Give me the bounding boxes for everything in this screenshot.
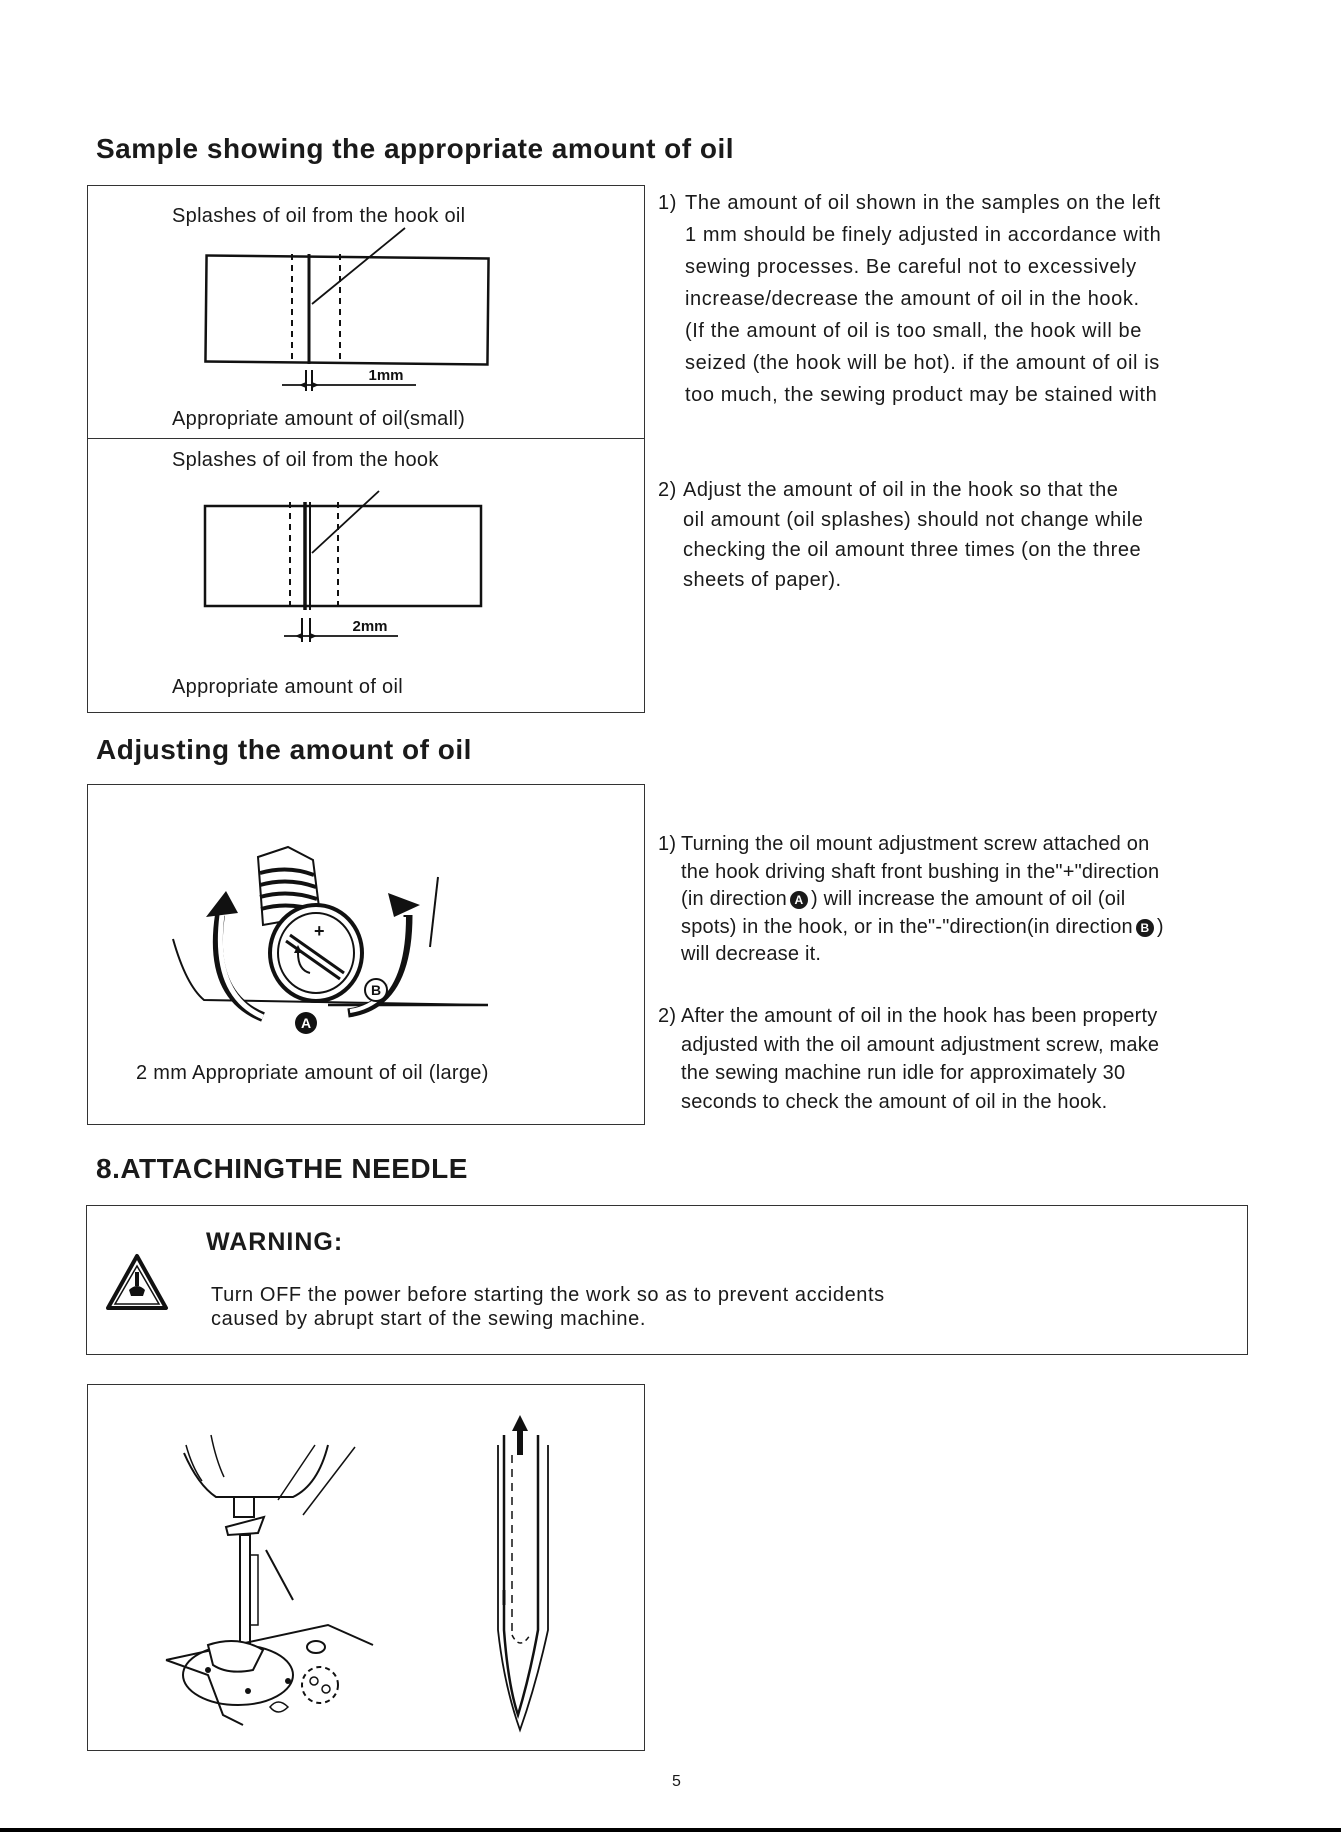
oil-splash-paper-small-diagram (88, 186, 646, 438)
small-sample-dimension: 1mm (368, 367, 404, 384)
oil-sample-note-2 (658, 475, 1143, 595)
large-sample-bottom-caption: Appropriate amount of oil (172, 676, 403, 698)
oil-sample-figure-box (87, 185, 645, 713)
oil-sample-note-1 (658, 187, 1161, 411)
note-1-line: (If the amount of oil is too small, the hook will be (685, 320, 1142, 342)
note-2-line: sheets of paper). (683, 569, 842, 591)
direction-a-marker: A (790, 891, 808, 909)
step-2-line: seconds to check the amount of oil in the hook. (681, 1090, 1108, 1113)
step-2-line: adjusted with the oil amount adjustment screw, make (681, 1033, 1160, 1056)
note-1-line: increase/decrease the amount of oil in the hook. (685, 288, 1140, 310)
oil-splash-paper-large-diagram (88, 438, 646, 714)
page-number: 5 (672, 1773, 682, 1790)
svg-text:+: + (314, 921, 325, 941)
oil-adjust-step-2 (658, 1002, 1159, 1116)
note-1-line: seized (the hook will be hot). if the amount of oil is (685, 352, 1160, 374)
marker-a: A (300, 1015, 312, 1031)
warning-triangle-icon (105, 1252, 169, 1312)
step-1-line (681, 914, 1164, 942)
warning-line-1: Turn OFF the power before starting the work so as to prevent accidents (211, 1284, 885, 1306)
oil-adjust-step-1 (658, 831, 1164, 969)
step-1-line: the hook driving shaft front bushing in the"+"direction (681, 860, 1160, 883)
oil-adjust-figure-caption: 2 mm Appropriate amount of oil (large) (136, 1062, 489, 1084)
warning-title: WARNING: (206, 1228, 344, 1256)
step-1-line-3-pre: (in direction (681, 888, 787, 910)
step-1-line (681, 886, 1164, 914)
page-bottom-rule (0, 1828, 1341, 1832)
small-sample-bottom-caption: Appropriate amount of oil(small) (172, 408, 466, 430)
needle-figure-box (87, 1384, 645, 1751)
warning-box (86, 1205, 1248, 1355)
step-2-line: After the amount of oil in the hook has been property (681, 1005, 1158, 1027)
note-2-line: checking the oil amount three times (on the three (683, 539, 1142, 561)
section-heading-oil-sample: Sample showing the appropriate amount of oil (96, 133, 735, 164)
large-sample-dimension: 2mm (352, 618, 388, 635)
step-2-label: 2) (658, 1005, 677, 1027)
marker-b: B (370, 982, 382, 998)
note-2-line: oil amount (oil splashes) should not change while (683, 509, 1144, 531)
oil-adjust-figure-box (87, 784, 645, 1125)
step-1-line: Turning the oil mount adjustment screw attached on (681, 833, 1150, 855)
note-1-line: sewing processes. Be careful not to excessively (685, 256, 1137, 278)
section-heading-adjust-oil: Adjusting the amount of oil (96, 734, 472, 765)
needle-diagram (468, 1415, 588, 1735)
note-2-label: 2) (658, 479, 677, 501)
step-1-line-4-post: ) (1156, 915, 1164, 938)
note-1-label: 1) (658, 192, 677, 214)
note-1-line: too much, the sewing product may be stained with (685, 384, 1158, 406)
direction-b-marker: B (1136, 919, 1154, 937)
small-sample-top-caption: Splashes of oil from the hook oil (172, 205, 466, 227)
section-heading-attaching-needle: 8.ATTACHINGTHE NEEDLE (96, 1153, 468, 1184)
note-2-line: Adjust the amount of oil in the hook so that the (683, 479, 1119, 501)
step-1-line: will decrease it. (681, 943, 822, 965)
note-1-line: 1 mm should be finely adjusted in accordance with (685, 224, 1162, 246)
step-1-line-3-post: ) will increase the amount of oil (oil (810, 888, 1126, 910)
warning-line-2: caused by abrupt start of the sewing machine. (211, 1308, 647, 1330)
note-1-line: The amount of oil shown in the samples on the left (685, 192, 1161, 214)
step-2-line: the sewing machine run idle for approximately 30 (681, 1062, 1126, 1084)
large-sample-top-caption: Splashes of oil from the hook (172, 449, 439, 471)
step-1-label: 1) (658, 833, 677, 855)
step-1-line-4-pre: spots) in the hook, or in the"-"direction(in direction (681, 915, 1133, 938)
